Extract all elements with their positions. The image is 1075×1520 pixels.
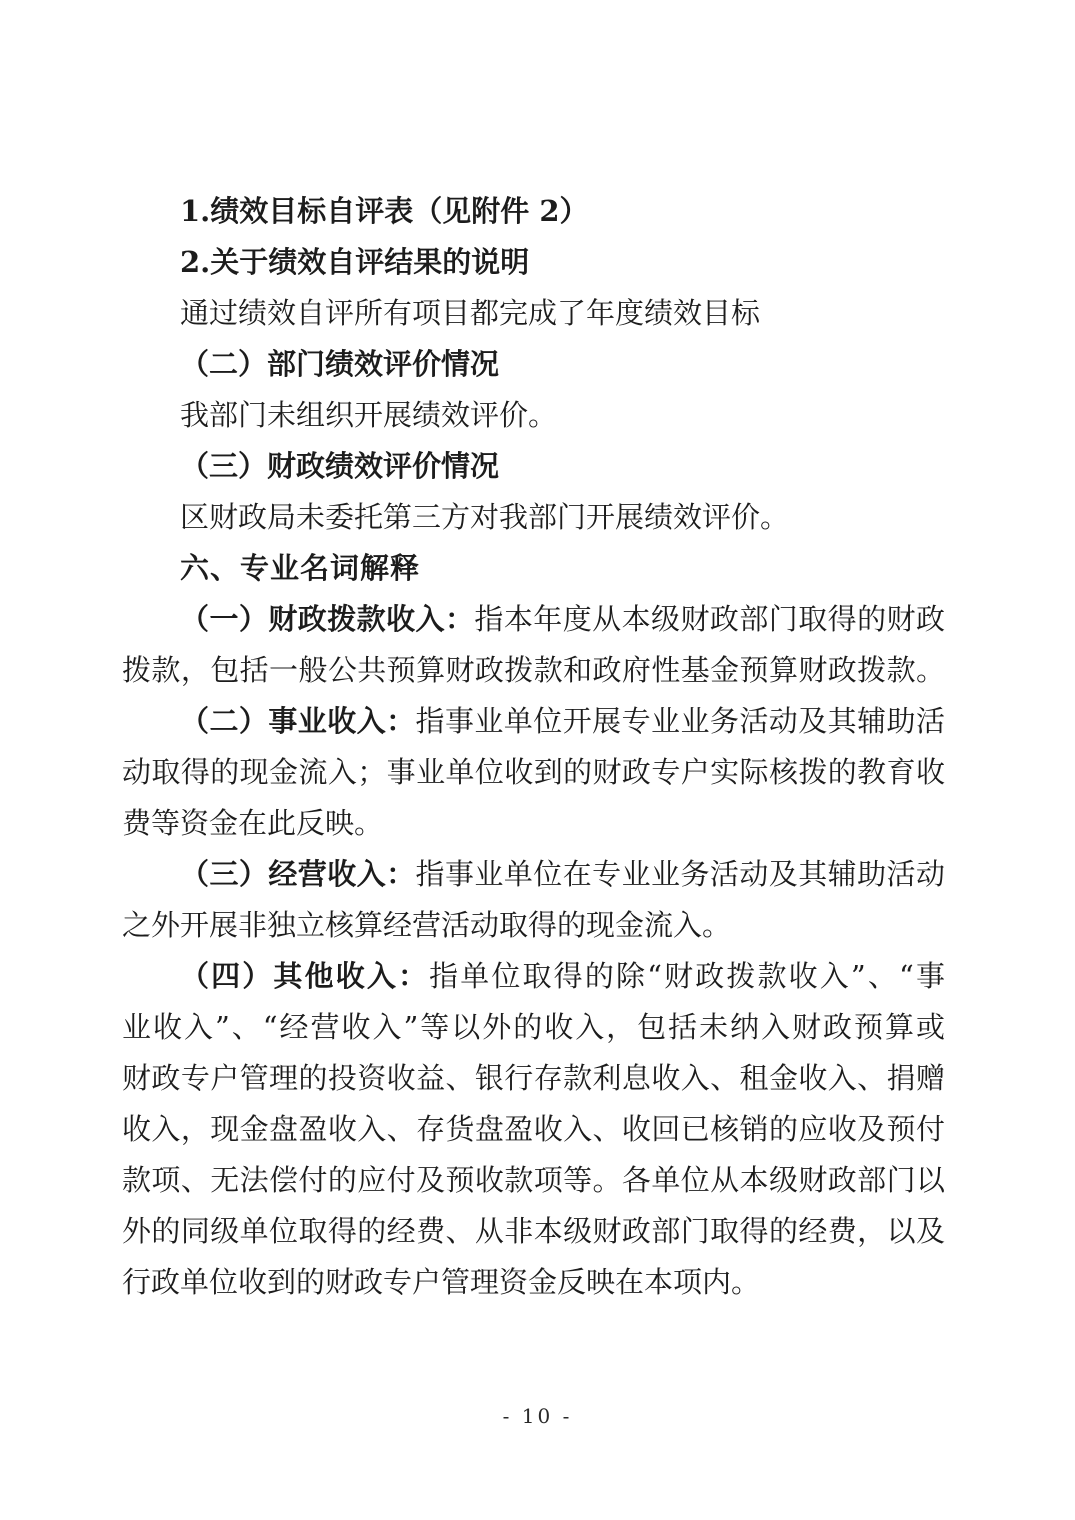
- body-text: 行政单位收到的财政专户管理资金反映在本项内。: [122, 1265, 761, 1299]
- document-line: [122, 390, 945, 441]
- body-text: 之外开展非独立核算经营活动取得的现金流入。: [122, 908, 732, 942]
- document-line: [122, 1206, 945, 1257]
- body-text: 收入，现金盘盈收入、存货盘盈收入、收回已核销的应收及预付: [122, 1112, 945, 1146]
- document-line: [122, 1053, 945, 1104]
- heading-text: 1.绩效目标自评表（见附件 2）: [180, 194, 589, 228]
- heading-text: （二）事业收入：: [180, 704, 416, 738]
- document-body: [122, 186, 945, 1308]
- body-text: 款项、无法偿付的应付及预收款项等。各单位从本级财政部门以: [122, 1163, 945, 1197]
- document-line: [122, 441, 945, 492]
- body-text: 业收入”、“经营收入”等以外的收入，包括未纳入财政预算或: [122, 1010, 945, 1044]
- heading-text: （二）部门绩效评价情况: [180, 347, 500, 381]
- document-line: [122, 645, 945, 696]
- document-line: [122, 849, 945, 900]
- document-line: [122, 594, 945, 645]
- document-line: [122, 543, 945, 594]
- document-line: [122, 1155, 945, 1206]
- document-line: [122, 798, 945, 849]
- body-text: 指单位取得的除“财政拨款收入”、“事: [429, 959, 945, 993]
- body-text: 拨款，包括一般公共预算财政拨款和政府性基金预算财政拨款。: [122, 653, 945, 687]
- document-line: [122, 696, 945, 747]
- body-text: 指事业单位在专业业务活动及其辅助活动: [415, 857, 945, 891]
- page-footer: [0, 1404, 1075, 1428]
- page-number: - 10 -: [502, 1404, 573, 1428]
- body-text: 外的同级单位取得的经费、从非本级财政部门取得的经费，以及: [122, 1214, 945, 1248]
- heading-text: （三）经营收入：: [180, 857, 416, 891]
- body-text: 我部门未组织开展绩效评价。: [180, 398, 558, 432]
- document-line: [122, 186, 945, 237]
- document-line: [122, 288, 945, 339]
- body-text: 指本年度从本级财政部门取得的财政: [474, 602, 945, 636]
- document-line: [122, 237, 945, 288]
- heading-text: （三）财政绩效评价情况: [180, 449, 500, 483]
- document-line: [122, 492, 945, 543]
- document-line: [122, 1257, 945, 1308]
- document-line: [122, 900, 945, 951]
- document-line: [122, 951, 945, 1002]
- heading-text: （四）其他收入：: [180, 959, 430, 993]
- body-text: 指事业单位开展专业业务活动及其辅助活: [415, 704, 945, 738]
- heading-text: 六、专业名词解释: [180, 551, 421, 585]
- document-line: [122, 1104, 945, 1155]
- document-line: [122, 339, 945, 390]
- body-text: 财政专户管理的投资收益、银行存款利息收入、租金收入、捐赠: [122, 1061, 945, 1095]
- heading-text: 2.关于绩效自评结果的说明: [180, 245, 530, 279]
- heading-text: （一）财政拨款收入：: [180, 602, 475, 636]
- body-text: 费等资金在此反映。: [122, 806, 384, 840]
- body-text: 区财政局未委托第三方对我部门开展绩效评价。: [180, 500, 790, 534]
- body-text: 通过绩效自评所有项目都完成了年度绩效目标: [180, 296, 761, 330]
- document-line: [122, 1002, 945, 1053]
- document-line: [122, 747, 945, 798]
- body-text: 动取得的现金流入；事业单位收到的财政专户实际核拨的教育收: [122, 755, 945, 789]
